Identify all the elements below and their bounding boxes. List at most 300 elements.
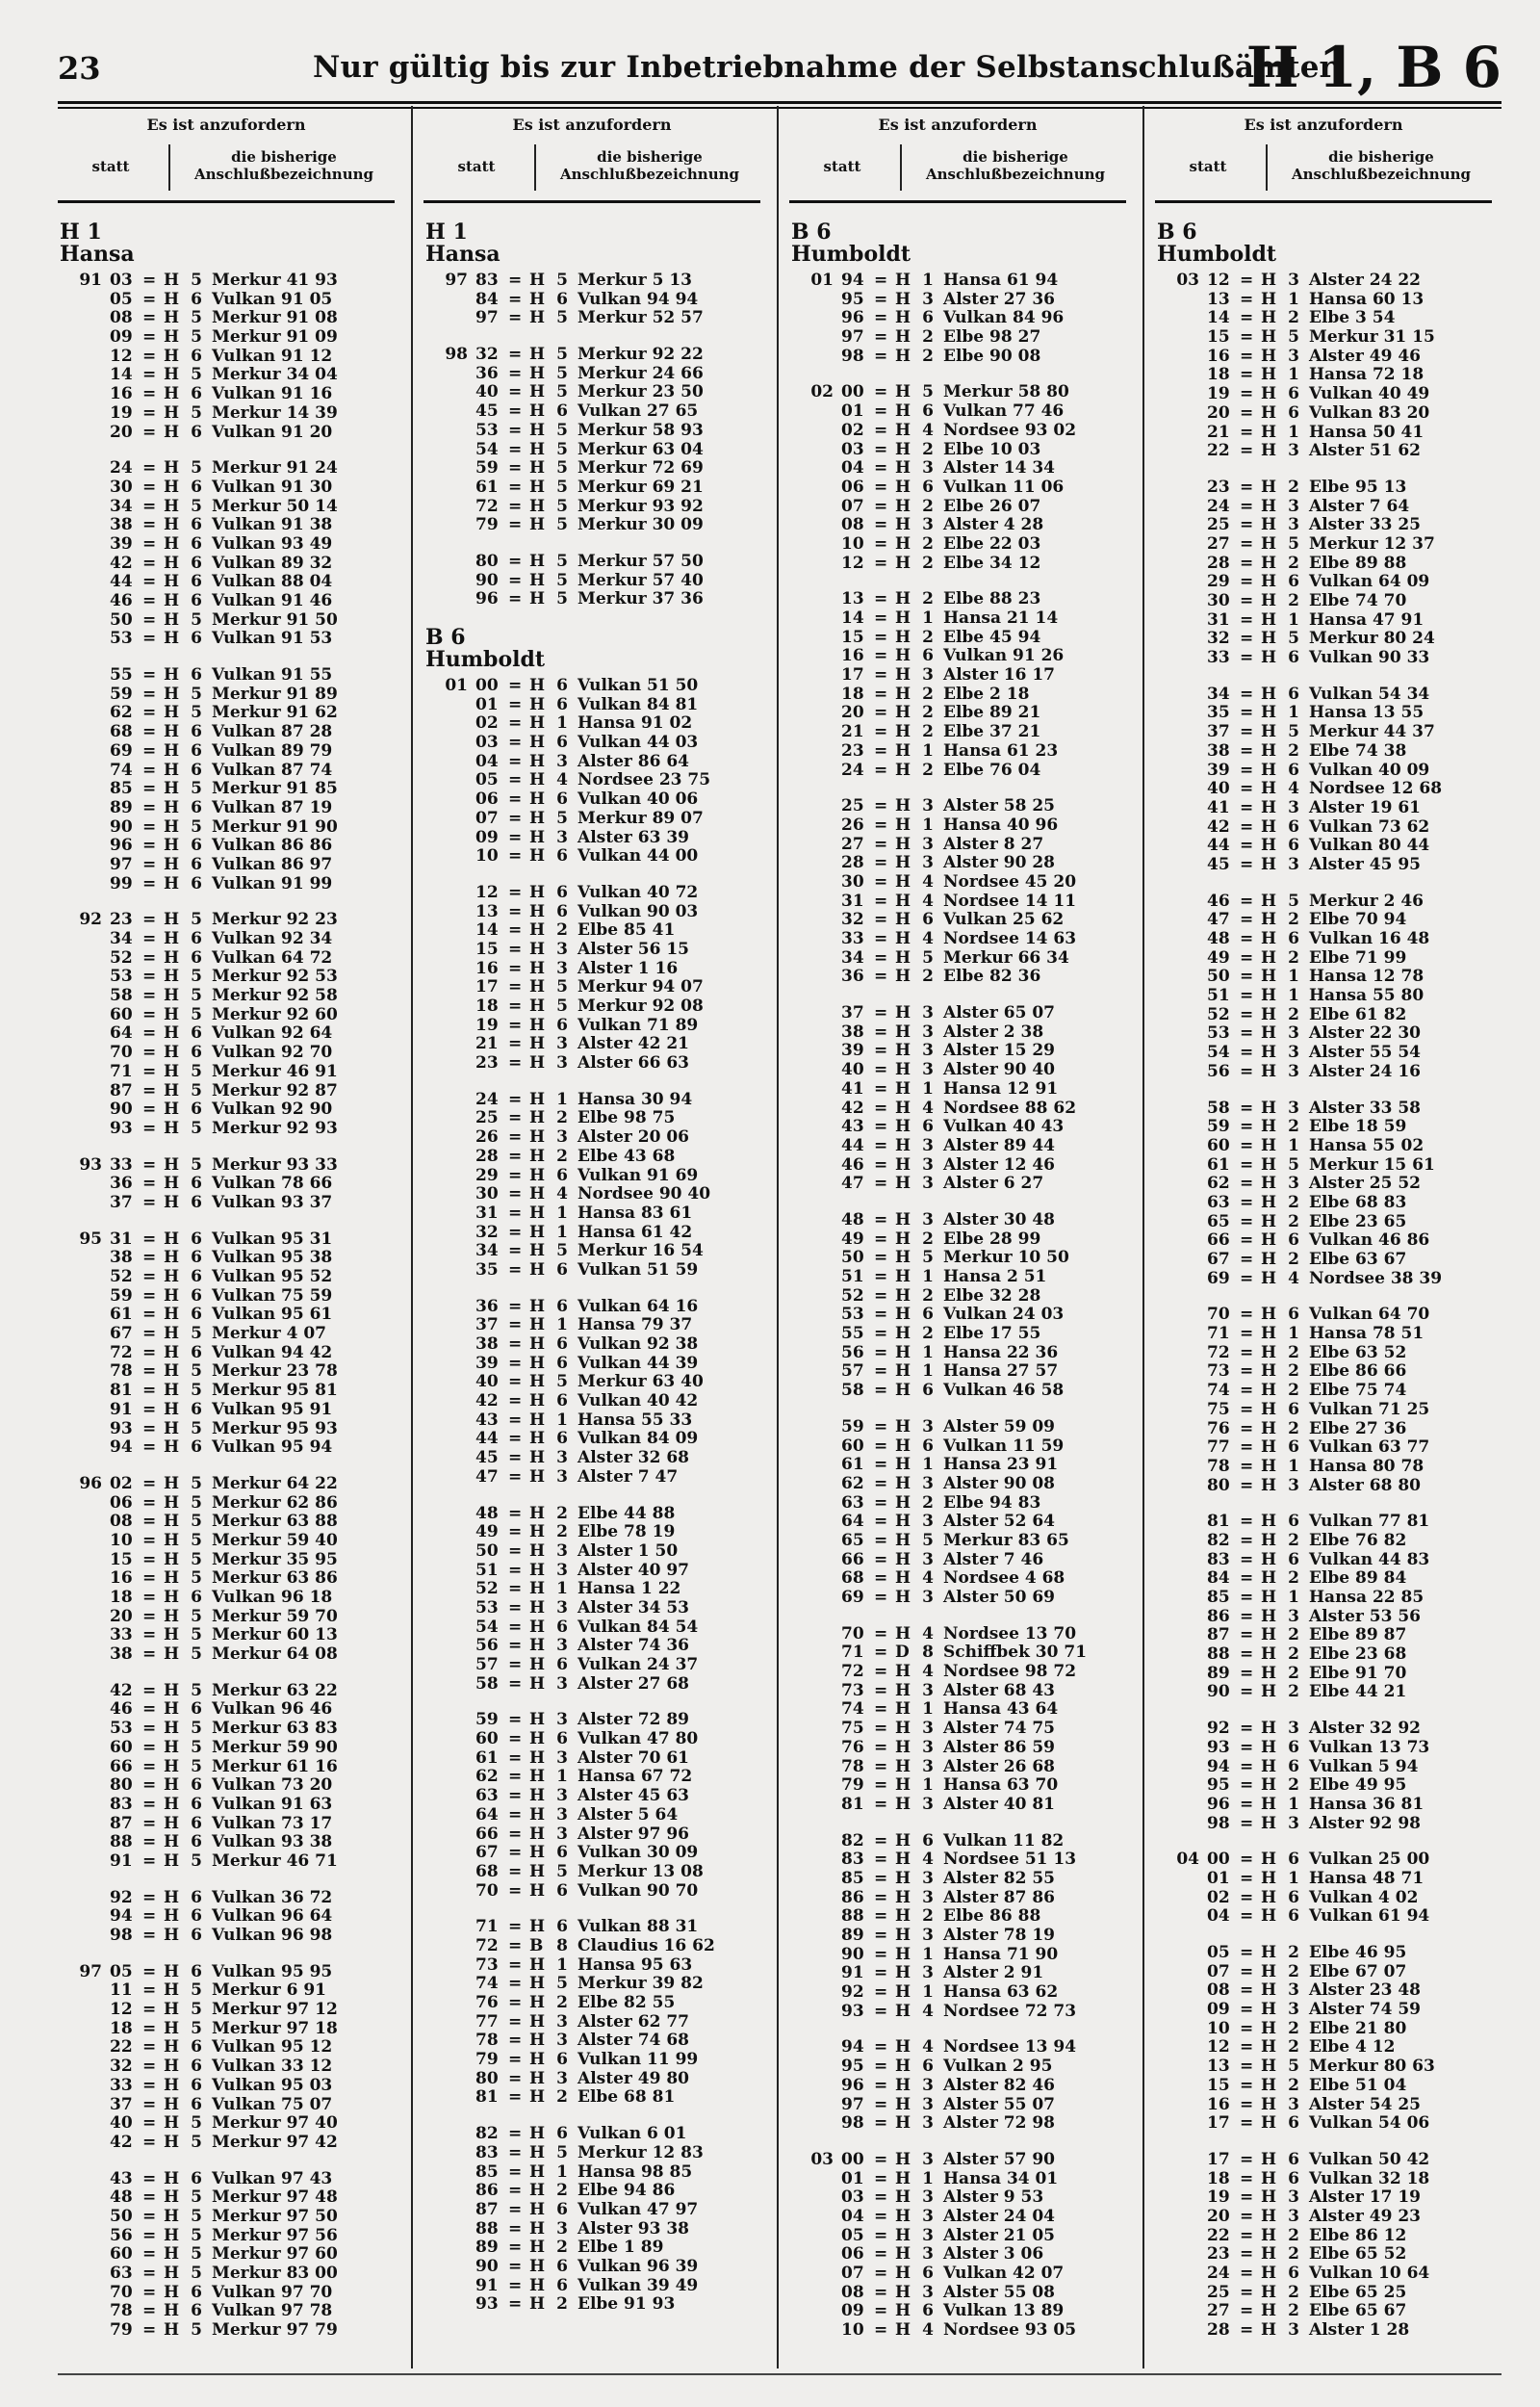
directory-column-1 <box>60 221 406 2358</box>
exchange-letter: H <box>529 2199 546 2219</box>
entry-number: 64 <box>841 1512 864 1532</box>
exchange-number: 2 <box>1288 1250 1299 1269</box>
exchange-number: 2 <box>922 439 934 459</box>
equals-sign: = <box>1240 1588 1254 1607</box>
old-designation: Merkur 5 13 <box>578 271 693 290</box>
column-header-right: die bisherige Anschlußbezeichnung <box>193 148 374 183</box>
exchange-letter: H <box>529 2181 546 2201</box>
directory-entry <box>60 1796 406 1815</box>
old-designation: Merkur 6 91 <box>212 1980 327 2001</box>
old-designation: Alster 53 56 <box>1309 1606 1421 1626</box>
exchange-letter: H <box>895 1041 911 1061</box>
directory-entry <box>791 1325 1138 1344</box>
directory-entry <box>60 516 406 535</box>
equals-sign: = <box>508 1954 523 1975</box>
equals-sign: = <box>1240 1324 1254 1344</box>
exchange-number: 5 <box>191 1492 202 1513</box>
directory-entry <box>791 479 1138 498</box>
exchange-number: 1 <box>922 1982 934 2003</box>
equals-sign: = <box>874 1982 888 2003</box>
exchange-number: 6 <box>1288 572 1299 592</box>
exchange-number: 1 <box>922 271 934 290</box>
old-designation: Vulkan 75 59 <box>212 1285 333 1306</box>
old-designation: Elbe 68 81 <box>578 2087 676 2108</box>
equals-sign: = <box>508 439 523 459</box>
old-designation: Hansa 48 71 <box>1309 1868 1424 1888</box>
old-designation: Alster 24 16 <box>1309 1061 1421 1081</box>
entry-group <box>791 1211 1138 1401</box>
equals-sign: = <box>1240 779 1254 799</box>
exchange-letter: H <box>895 1492 911 1513</box>
equals-sign: = <box>508 2238 523 2258</box>
equals-sign: = <box>142 591 157 610</box>
old-designation: Vulkan 54 34 <box>1309 684 1430 704</box>
entry-number: 54 <box>1207 1043 1230 1063</box>
equals-sign: = <box>1240 1980 1254 2001</box>
exchange-letter: H <box>1261 1230 1277 1251</box>
exchange-letter: H <box>895 1098 911 1118</box>
exchange-number: 6 <box>191 1832 202 1852</box>
old-designation: Nordsee 38 39 <box>1309 1268 1443 1288</box>
old-designation: Nordsee 13 70 <box>943 1623 1077 1643</box>
old-designation: Alster 17 19 <box>1309 2187 1421 2208</box>
entry-number: 16 <box>110 384 133 404</box>
equals-sign: = <box>142 836 157 856</box>
old-designation: Alster 33 25 <box>1309 515 1421 535</box>
directory-entry <box>791 1927 1138 1946</box>
entry-number: 90 <box>475 2256 499 2276</box>
column-header-rule <box>1155 200 1492 203</box>
exchange-letter: H <box>529 1146 546 1166</box>
exchange-letter: H <box>1261 271 1277 290</box>
equals-sign: = <box>874 1530 888 1550</box>
directory-entry <box>791 2302 1138 2321</box>
exchange-letter: H <box>529 2294 546 2315</box>
directory-entry <box>791 2284 1138 2303</box>
exchange-number: 5 <box>556 458 568 479</box>
entry-number: 90 <box>1207 1682 1230 1702</box>
old-designation: Hansa 34 01 <box>943 2168 1059 2188</box>
exchange-number: 3 <box>1288 1475 1299 1495</box>
old-designation: Hansa 23 91 <box>943 1455 1059 1475</box>
entry-number: 13 <box>475 901 499 921</box>
equals-sign: = <box>142 1192 157 1212</box>
equals-sign: = <box>142 1248 157 1268</box>
old-designation: Alster 49 80 <box>578 2068 689 2088</box>
exchange-number: 5 <box>191 1154 202 1175</box>
exchange-number: 3 <box>556 1786 568 1806</box>
equals-sign: = <box>1240 1682 1254 1702</box>
exchange-letter: H <box>895 2075 911 2095</box>
exchange-number: 3 <box>922 665 934 686</box>
directory-entry <box>791 968 1138 987</box>
equals-sign: = <box>142 1644 157 1665</box>
old-designation: Vulkan 54 06 <box>1309 2113 1430 2134</box>
equals-sign: = <box>508 1824 523 1844</box>
entry-number: 40 <box>841 1060 864 1080</box>
equals-sign: = <box>1240 1399 1254 1419</box>
directory-entry <box>60 309 406 328</box>
exchange-number: 1 <box>556 1222 568 1242</box>
old-designation: Elbe 27 36 <box>1309 1418 1407 1438</box>
directory-page <box>58 29 1502 2378</box>
directory-entry <box>60 2114 406 2134</box>
entry-number: 01 <box>841 2168 864 2188</box>
old-designation: Vulkan 13 73 <box>1309 1737 1430 1757</box>
exchange-letter: H <box>895 1154 911 1175</box>
exchange-letter: H <box>1261 1530 1277 1550</box>
directory-entry <box>60 328 406 348</box>
old-designation: Merkur 95 93 <box>212 1418 338 1438</box>
directory-entry <box>791 1306 1138 1325</box>
directory-entry <box>425 572 772 591</box>
exchange-letter: H <box>1261 346 1277 366</box>
old-designation: Elbe 32 28 <box>943 1285 1041 1306</box>
exchange-letter: H <box>164 458 180 479</box>
exchange-letter: H <box>895 401 911 422</box>
old-designation: Elbe 70 94 <box>1309 910 1407 930</box>
directory-entry <box>425 696 772 715</box>
old-designation: Vulkan 77 81 <box>1309 1512 1430 1532</box>
exchange-number: 6 <box>556 1015 568 1035</box>
equals-sign: = <box>142 1906 157 1927</box>
exchange-number: 6 <box>191 346 202 366</box>
entry-number: 20 <box>110 422 133 442</box>
exchange-number: 6 <box>191 533 202 554</box>
old-designation: Alster 55 08 <box>943 2282 1055 2302</box>
equals-sign: = <box>874 871 888 892</box>
exchange-letter: H <box>529 939 546 959</box>
exchange-number: 6 <box>191 797 202 817</box>
exchange-letter: H <box>895 2206 911 2226</box>
directory-entry <box>60 1306 406 1325</box>
directory-entry <box>60 818 406 838</box>
directory-entry <box>425 2125 772 2144</box>
exchange-letter: H <box>529 1655 546 1674</box>
directory-entry <box>425 1430 772 1449</box>
directory-entry <box>791 762 1138 781</box>
exchange-letter: H <box>1261 986 1277 1006</box>
exchange-letter: H <box>529 1954 546 1975</box>
entry-number: 16 <box>110 1568 133 1589</box>
directory-entry <box>791 1023 1138 1043</box>
directory-entry <box>791 535 1138 555</box>
exchange-letter: H <box>529 1767 546 1787</box>
exchange-number: 1 <box>1288 1135 1299 1155</box>
entry-group <box>791 1832 1138 2022</box>
entry-number: 57 <box>475 1655 499 1674</box>
equals-sign: = <box>1240 384 1254 404</box>
entry-number: 27 <box>841 834 864 854</box>
directory-entry <box>1157 1944 1503 1963</box>
exchange-letter: H <box>529 733 546 753</box>
directory-entry <box>791 816 1138 836</box>
directory-entry <box>60 1268 406 1287</box>
old-designation: Alster 1 28 <box>1309 2320 1410 2341</box>
exchange-number: 2 <box>922 346 934 366</box>
exchange-letter: H <box>164 533 180 554</box>
exchange-letter: H <box>1261 1061 1277 1081</box>
entry-number: 85 <box>475 2161 499 2182</box>
equals-sign: = <box>874 834 888 854</box>
directory-entry <box>1157 1137 1503 1156</box>
exchange-number: 5 <box>191 609 202 630</box>
entry-number: 18 <box>110 2018 133 2038</box>
equals-sign: = <box>508 1540 523 1561</box>
old-designation: Vulkan 97 70 <box>212 2282 333 2302</box>
equals-sign: = <box>142 684 157 704</box>
entry-number: 73 <box>841 1680 864 1700</box>
old-designation: Alster 40 81 <box>943 1794 1055 1814</box>
directory-entry <box>425 2032 772 2051</box>
exchange-letter: H <box>895 553 911 573</box>
column-divider <box>534 144 536 191</box>
equals-sign: = <box>874 2094 888 2114</box>
entry-prefix: 04 <box>1176 1850 1199 1870</box>
entry-number: 71 <box>1207 1324 1230 1344</box>
equals-sign: = <box>508 920 523 941</box>
entry-number: 09 <box>475 827 499 847</box>
exchange-number: 5 <box>191 910 202 930</box>
equals-sign: = <box>1240 553 1254 573</box>
old-designation: Alster 68 43 <box>943 1680 1055 1700</box>
exchange-letter: H <box>164 1606 180 1626</box>
entry-number: 56 <box>1207 1061 1230 1081</box>
exchange-letter: H <box>895 1060 911 1080</box>
entry-number: 52 <box>1207 1004 1230 1024</box>
entry-number: 98 <box>841 2113 864 2134</box>
directory-entry <box>791 1418 1138 1437</box>
entry-number: 08 <box>110 308 133 328</box>
old-designation: Vulkan 25 62 <box>943 910 1065 930</box>
old-designation: Elbe 98 27 <box>943 327 1041 348</box>
exchange-letter: H <box>895 1324 911 1344</box>
equals-sign: = <box>142 1530 157 1550</box>
equals-sign: = <box>1240 515 1254 535</box>
entry-group <box>425 1091 772 1281</box>
exchange-letter: H <box>164 1192 180 1212</box>
directory-entry <box>425 1768 772 1787</box>
exchange-number: 5 <box>556 271 568 290</box>
equals-sign: = <box>1240 1418 1254 1438</box>
exchange-letter: H <box>895 271 911 290</box>
exchange-letter: H <box>895 760 911 780</box>
old-designation: Vulkan 96 46 <box>212 1699 333 1720</box>
old-designation: Vulkan 91 55 <box>212 665 333 686</box>
equals-sign: = <box>508 2181 523 2201</box>
equals-sign: = <box>142 910 157 930</box>
entry-number: 74 <box>110 760 133 780</box>
entry-number: 30 <box>1207 591 1230 610</box>
entry-prefix: 03 <box>1176 271 1199 290</box>
old-designation: Vulkan 93 37 <box>212 1192 333 1212</box>
old-designation: Vulkan 87 28 <box>212 722 333 742</box>
directory-entry <box>791 1494 1138 1514</box>
old-designation: Alster 90 08 <box>943 1473 1055 1493</box>
exchange-letter: H <box>895 1135 911 1155</box>
old-designation: Vulkan 95 91 <box>212 1399 333 1419</box>
directory-entry <box>1157 1513 1503 1532</box>
entry-number: 31 <box>1207 609 1230 630</box>
old-designation: Merkur 63 40 <box>578 1372 704 1392</box>
exchange-number: 6 <box>922 2301 934 2321</box>
exchange-letter: H <box>164 1512 180 1532</box>
entry-number: 08 <box>110 1512 133 1532</box>
old-designation: Vulkan 91 38 <box>212 515 333 535</box>
exchange-number: 2 <box>922 627 934 647</box>
exchange-letter: H <box>895 871 911 892</box>
exchange-letter: H <box>529 2161 546 2182</box>
old-designation: Merkur 63 88 <box>212 1512 338 1532</box>
directory-entry <box>1157 2284 1503 2303</box>
entry-number: 24 <box>1207 496 1230 516</box>
equals-sign: = <box>142 2000 157 2020</box>
exchange-number: 5 <box>191 1080 202 1100</box>
equals-sign: = <box>874 1342 888 1362</box>
entry-number: 34 <box>1207 684 1230 704</box>
exchange-number: 6 <box>556 1334 568 1354</box>
exchange-letter: H <box>164 1719 180 1739</box>
directory-entry <box>425 516 772 535</box>
equals-sign: = <box>508 2011 523 2032</box>
equals-sign: = <box>508 1015 523 1035</box>
exchange-number: 3 <box>922 1868 934 1888</box>
exchange-number: 6 <box>922 401 934 422</box>
equals-sign: = <box>874 1117 888 1137</box>
exchange-letter: H <box>529 1184 546 1204</box>
directory-entry <box>1157 535 1503 555</box>
exchange-letter: H <box>164 609 180 630</box>
exchange-number: 2 <box>1288 1530 1299 1550</box>
directory-entry <box>791 1946 1138 1965</box>
old-designation: Merkur 97 56 <box>212 2225 338 2245</box>
equals-sign: = <box>874 2149 888 2169</box>
exchange-number: 3 <box>556 2068 568 2088</box>
entry-number: 77 <box>1207 1437 1230 1458</box>
equals-sign: = <box>1240 648 1254 668</box>
equals-sign: = <box>142 779 157 799</box>
entry-number: 20 <box>1207 402 1230 423</box>
entry-number: 13 <box>1207 2057 1230 2077</box>
exchange-letter: H <box>164 1399 180 1419</box>
entry-prefix: 91 <box>79 271 102 290</box>
entry-number: 15 <box>110 1549 133 1569</box>
section-code: B 6 <box>425 625 466 650</box>
equals-sign: = <box>142 384 157 404</box>
old-designation: Alster 33 58 <box>1309 1098 1421 1118</box>
old-designation: Hansa 71 90 <box>943 1944 1059 1964</box>
old-designation: Hansa 36 81 <box>1309 1794 1424 1814</box>
entry-number: 55 <box>110 665 133 686</box>
exchange-number: 3 <box>556 958 568 978</box>
exchange-letter: H <box>895 308 911 328</box>
exchange-number: 2 <box>556 1522 568 1542</box>
exchange-letter: H <box>529 1296 546 1316</box>
exchange-letter: H <box>529 808 546 828</box>
exchange-number: 6 <box>191 384 202 404</box>
exchange-number: 6 <box>1288 1549 1299 1569</box>
entry-number: 70 <box>841 1623 864 1643</box>
exchange-letter: H <box>164 1023 180 1044</box>
equals-sign: = <box>142 1813 157 1833</box>
entry-number: 17 <box>841 665 864 686</box>
entry-number: 76 <box>1207 1418 1230 1438</box>
directory-entry <box>1157 2077 1503 2096</box>
exchange-number: 6 <box>556 1296 568 1316</box>
directory-entry <box>425 2201 772 2220</box>
exchange-letter: H <box>529 363 546 383</box>
old-designation: Elbe 76 82 <box>1309 1530 1407 1550</box>
directory-entry <box>60 1344 406 1363</box>
equals-sign: = <box>874 2282 888 2302</box>
exchange-letter: H <box>895 2149 911 2169</box>
equals-sign: = <box>874 1512 888 1532</box>
exchange-number: 2 <box>1288 591 1299 610</box>
entry-number: 10 <box>1207 2018 1230 2038</box>
old-designation: Hansa 2 51 <box>943 1267 1047 1286</box>
exchange-letter: H <box>164 2320 180 2341</box>
exchange-number: 2 <box>556 2294 568 2315</box>
exchange-letter: H <box>895 439 911 459</box>
directory-entry <box>1157 1458 1503 1477</box>
exchange-number: 2 <box>1288 1418 1299 1438</box>
equals-sign: = <box>1240 1456 1254 1476</box>
equals-sign: = <box>508 551 523 571</box>
exchange-letter: H <box>1261 1906 1277 1927</box>
entry-number: 72 <box>475 1935 499 1955</box>
exchange-number: 2 <box>556 920 568 941</box>
old-designation: Vulkan 95 94 <box>212 1437 333 1458</box>
entry-number: 12 <box>1207 2037 1230 2058</box>
old-designation: Vulkan 89 32 <box>212 553 333 573</box>
exchange-letter: H <box>1261 496 1277 516</box>
entry-number: 36 <box>110 1174 133 1194</box>
exchange-number: 3 <box>556 2031 568 2051</box>
exchange-letter: H <box>164 2244 180 2265</box>
entry-number: 60 <box>1207 1135 1230 1155</box>
equals-sign: = <box>508 2199 523 2219</box>
exchange-number: 5 <box>191 1606 202 1626</box>
exchange-number: 2 <box>922 1492 934 1513</box>
exchange-number: 5 <box>191 1361 202 1382</box>
exchange-number: 6 <box>1288 2264 1299 2283</box>
old-designation: Alster 66 63 <box>578 1053 689 1074</box>
exchange-number: 3 <box>556 1747 568 1768</box>
exchange-number: 3 <box>1288 854 1299 874</box>
equals-sign: = <box>874 420 888 440</box>
entry-number: 71 <box>475 1917 499 1937</box>
entry-number: 16 <box>475 958 499 978</box>
exchange-letter: H <box>895 2168 911 2188</box>
directory-entry <box>1157 1551 1503 1570</box>
exchange-number: 3 <box>556 2218 568 2239</box>
old-designation: Merkur 58 93 <box>578 420 704 440</box>
exchange-letter: H <box>1261 1418 1277 1438</box>
equals-sign: = <box>142 1004 157 1024</box>
entry-group <box>425 553 772 609</box>
directory-entry <box>791 402 1138 422</box>
exchange-letter: H <box>1261 629 1277 649</box>
directory-entry <box>425 2163 772 2183</box>
exchange-number: 5 <box>191 1680 202 1700</box>
entry-number: 95 <box>1207 1775 1230 1796</box>
exchange-letter: H <box>164 2282 180 2302</box>
entry-number: 46 <box>841 1154 864 1175</box>
old-designation: Merkur 61 16 <box>212 1756 338 1776</box>
old-designation: Merkur 92 08 <box>578 996 704 1016</box>
entry-number: 40 <box>475 382 499 402</box>
directory-entry <box>60 2284 406 2303</box>
